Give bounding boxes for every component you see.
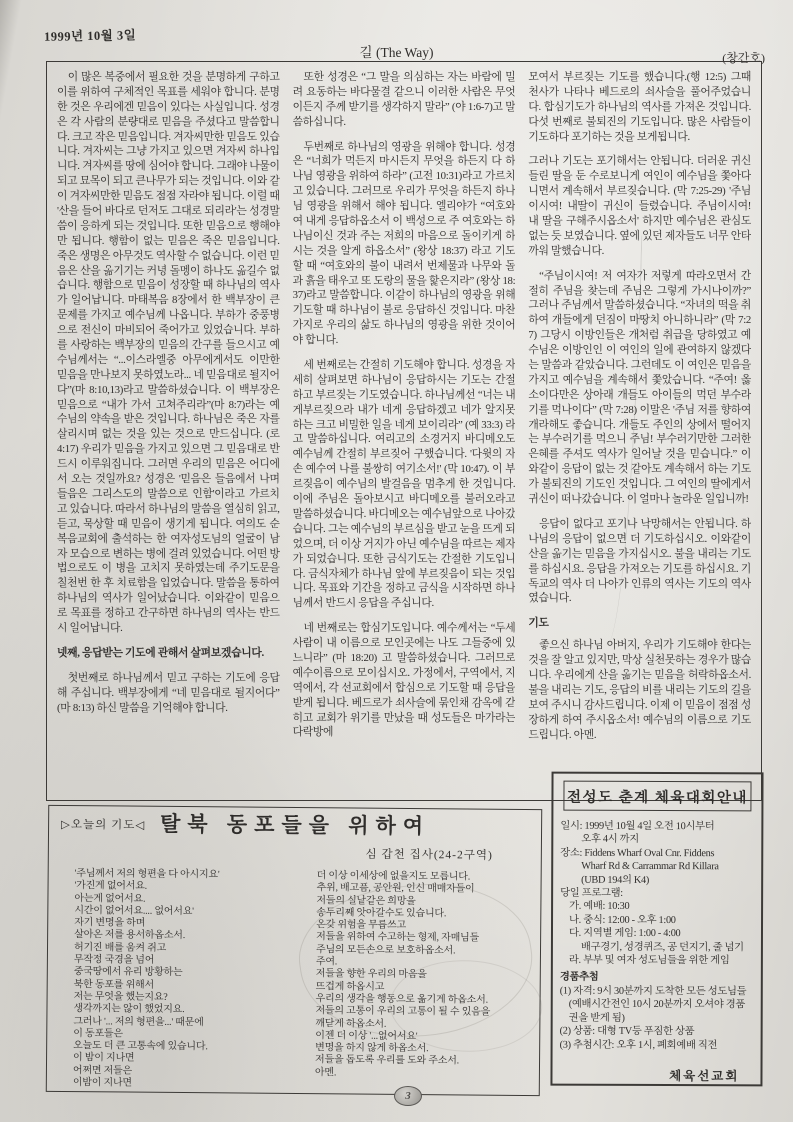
poem-line: 중국땅에서 유리 방황하는 (73, 966, 183, 979)
poem-line: 자기 변명을 하며 (74, 917, 146, 929)
poem-line: 저들의 고통이 우리의 고통이 될 수 있음을 (315, 1005, 491, 1018)
prayer-section-label: ▷오늘의 기도◁ (61, 818, 146, 832)
notice-line: (예배시간전인 10시 20분까지 오셔야 경품 (568, 998, 746, 1011)
article-paragraph: 이 많은 복중에서 필요한 것을 분명하게 구하고 이를 위하여 구체적인 목표를 세워야 합니다. 분명한 것은 우리에겐 믿음이 있다는 사실입니다. 성경은 각 사람의 분량대로 믿음을 주셨다고 말씀합니다. 크고 작은 믿음입니다. 겨자씨만한 믿음도 있습니다. 겨자씨는 그냥 가지고 있으면 겨자씨 하나입니다. 겨자씨를 땅에 심어야 합니다. 그래야 나물이 되고 묘목이 되고 큰나무가 되는 것입니다. 이와 같이 겨자씨만한 믿음도 점점 자라야 됩니다. 이럴 때 '산을 들어 바다로 던저도 그대로 되리라'는 성경말씀이 응하게 되는 것입니다. 또한 믿음으로 행해야만 됩니다. 행함이 없는 믿음은 죽은 믿음입니다. 죽은 생명은 아무것도 역사할 수 없습니다. 이런 믿음은 산을 옮기기는 커녕 돌멩이 하나도 옮길수 없습니다. 행함으로 믿음이 성장할 때 하나님의 역사가 일어납니다. 마태복음 8장에서 한 백부장이 큰 문제를 가지고 예수님께 나옵니다. 부하가 중풍병으로 전신이 마비되어 죽어가고 있었습니다. 부하를 사랑하는 백부장의 믿음의 간구를 들으시고 예수님께서는 “...이스라엘중 아무에게서도 이만한 믿음을 만나보지 못하였노라... 네 믿음대로 될지어다”(마 8:10,13)라고 말씀하셨습니다. 이 백부장은 믿음으로 “내가 가서 고쳐주리라”(마 8:7)라는 예수님의 약속을 받은 것입니다. 하나님은 죽은 자를 살리시며 없는 것을 있는 것으로 만드십니다. (로 4:17) 우리가 믿음을 가지고 있으면 그 믿음대로 반드시 이루워집니다. 그러면 우리의 믿음은 어디에서 오는 것일까요? 성경은 '믿음은 들음에서 나며 들음은 그리스도의 말씀으로 인함'이라고 가르치고 있습니다. 따라서 하나님의 말씀을 열심히 읽고, 듣고, 묵상할 때 믿음이 생기게 됩니다. 여의도 순복음교회에 출석하는 한 여자성도님의 얼굴이 남자 모습으로 변하는 병에 걸려 있었습니다. 어떤 방법으로도 이 병을 고치지 못하였는데 주기도문을 칠천번 한 후 치료함을 입었습니다. 말씀을 통하여 하나님의 역사가 일어났습니다. 이와같이 믿음으로 목표를 정하고 간구하면 하나님의 역사는 반드시 일어납니다. (57, 71, 280, 634)
article-paragraph: 응답이 없다고 포기나 낙망해서는 안됩니다. 하나님의 응답이 없으면 더 기도하십시오. 이와같이 산을 옮기는 믿음을 가지십시오. 불을 내리는 기도를 하십시요. 응답을 가져오는 기도를 하십시요. 기독교의 역사 더 나아가 인류의 역사는 기도의 역사였습니다. (528, 517, 752, 605)
notice-line: (2) 상품: 대형 TV등 푸짐한 상품 (559, 1025, 695, 1038)
poem-line: 저들의 실낱같은 희망을 (316, 894, 416, 907)
notice-line: 권을 받게 됨) (568, 1012, 625, 1024)
notice-line: (1) 자격: 9시 30분까지 도착한 모든 성도님들 (559, 985, 747, 998)
poem-line: 온갖 위험을 무릅쓰고 (316, 919, 407, 932)
article-paragraph: 네 번째로는 합심기도입니다. 예수께서는 “두세사람이 내 이름으로 모인곳에는 나도 그들중에 있느니라” (마 18:20) 고 말씀하셨습니다. 그러므로 예수이름으로 모이십시오. 가정에서, 구역에서, 지역에서, 각 선교회에서 합심으로 기도할 때 응답을 받게 됩니다. 베드로가 쇠사슬에 묶인채 감옥에 갇히고 교회가 위기를 만났을 때 성도들은 마가라는 다락방에 (292, 622, 516, 739)
poem-line: 아멘. (314, 1066, 337, 1079)
poem-column-left (73, 868, 291, 1089)
article-column-3 (528, 70, 751, 794)
notice-title: 전성도 춘계 체육대회안내 (563, 781, 751, 812)
poem-line: 허기진 배를 움켜 쥐고 (73, 941, 167, 954)
poem-line: 더 이상 이세상에 없을지도 모릅니다. (316, 870, 471, 883)
poem-line: 이 밤이 지나면 (73, 1052, 135, 1065)
notice-line: 장소: Fiddens Wharf Oval Cnr. Fiddens (560, 847, 715, 860)
article-column-1 (57, 70, 280, 794)
poem-line: '주님께서 저의 형편을 다 아시지요' (74, 868, 220, 881)
notice-line: 경품추첨 (559, 972, 599, 984)
notice-line: 가. 예배: 10:30 (569, 901, 630, 913)
poem-line: 주님의 모든손으로 보호하옵소서. (315, 943, 456, 957)
poem-line: 뜨겁게 하옵시고 (315, 980, 385, 993)
poem-line: 추위, 배고픔, 공안원, 인신 매매자들이 (316, 882, 475, 895)
notice-line: 오후 4시 까지 (581, 834, 639, 846)
poem-line: 오늘도 더 큰 고통속에 있습니다. (73, 1040, 208, 1053)
poem-line: 저들을 돕도록 우리를 도와 주소서. (314, 1054, 460, 1067)
article-paragraph: 세 번째로는 간절히 기도해야 합니다. 성경을 자세히 살펴보면 하나님이 응답하시는 기도는 간절하고 부르짖는 기도였습니다. 하나님께선 “너는 내게부르짖으라 내가 네게 응답하겠고 네가 알지못하는 크고 비밀한 일을 네게 보이리라” (예 33:3) 라고 말씀하십니다. 여리고의 소경거지 바디메오도 예수님께 간절히 부르짖어 구했습니다. '다윗의 자손 예수여 나를 불쌍히 여기소서!' (막 10:47). 이 부르짖음이 예수님의 발걸음을 멈추게 한 것입니다. 이에 주님은 돌아보시고 바디메오를 불러오라고 말씀하셨습니다. 바디메오는 예수님앞으로 나아갔습니다. 그는 예수님의 부르심을 받고 눈을 뜨게 되었으며, 더 이상 거지가 아닌 예수님을 따르는 제자가 되었습니다. 또한 금식기도는 간절한 기도입니다. 금식자체가 하나님 앞에 부르짖음이 되는 것입니다. 목표와 기간을 정하고 금식을 시작하면 하나님께서 반드시 응답을 주십니다. (292, 359, 516, 610)
notice-line: 일시: 1999년 10월 4일 오전 10시부터 (560, 820, 715, 833)
poem-line: 시간이 없어서요.... 없어서요' (74, 904, 194, 918)
main-article-box (46, 61, 762, 801)
poem-line: 무작정 국경을 넘어 (73, 954, 155, 966)
article-paragraph: 그러나 기도는 포기해서는 안됩니다. 더러운 귀신들린 딸을 둔 수로보니게 여인이 예수님을 쫓아다니면서 계속해서 부르짖습니다. (막 7:25-29) '주님이시여! 내딸이 귀신이 들렸습니다. 주님이시여! 내 딸을 구해주시옵소서' 하지만 예수님은 관심도 없는 듯 보였습니다. 옆에 있던 제자들도 너무 안타까워 말했습니다. (528, 155, 752, 257)
article-paragraph: 첫번째로 하나님께서 믿고 구하는 기도에 응답해 주십니다. 백부장에게 “네 믿음대로 될지어다” (마 8:13) 하신 말씀을 기억해야 합니다. (57, 671, 280, 714)
notice-signature: 체육선교회 (669, 1068, 740, 1084)
notice-line: (UBD 194의 K4) (581, 874, 650, 886)
notice-line: Wharf Rd & Carrammar Rd Killara (581, 860, 719, 873)
poem-line: 북한 동포를 위해서 (73, 978, 155, 991)
poem-line: 이젠 더 이상 '...없어서요' (315, 1030, 418, 1042)
article-paragraph: 좋으신 하나님 아버지, 우리가 기도해야 한다는 것을 잘 알고 있지만, 막상 실천못하는 경우가 많습니다. 우리에게 산을 옮기는 믿음을 허락하옵소서. 불을 내리는 기도, 응답의 비를 내리는 기도의 길을 보여 주시니 감사드립니다. 이제 이 믿음이 점점 성장하게 하여 주시옵소서! 예수님의 이름으로 기도드립니다. 아멘. (528, 639, 752, 741)
notice-body (560, 820, 755, 1053)
article-column-2 (293, 70, 516, 794)
article-paragraph: 두번째로 하나님의 영광을 위해야 합니다. 성경은 “너희가 먹든지 마시든지 무엇을 하든지 다 하나님 영광을 위하여 하라” (고전 10:31)라고 가르치고 있습니다. 그러므로 우리가 무엇을 하든지 하나님 영광을 위해서 해야 됩니다. 엘리야가 “여호와여 내게 응답하옵소서 이 백성으로 주 여호와는 하나님이신 것과 주는 저희의 마음으로 돌이키게 하시는 것을 알게 하옵소서” (왕상 18:37) 라고 기도할 때 “여호와의 불이 내려서 번제물과 나무와 돌과 흙을 태우고 또 도랑의 물을 핥은지라” (왕상 18:37)라고 말씀합니다. 이같이 하나님의 영광을 위해 기도할 때 하나님이 불로 응답하신 것입니다. 마찬가지로 우리의 삶도 하나님의 영광을 위한 것이어야 합니다. (292, 140, 516, 347)
notice-line: 배구경기, 성경퀴즈, 공 던지기, 줄 넘기 (580, 941, 744, 953)
notice-line: (3) 추첨시간: 오후 1시, 폐회예배 직전 (559, 1039, 718, 1051)
poem-line: 저들을 위하여 수고하는 형제, 자매님들 (316, 931, 480, 945)
notice-line: 당일 프로그램: (560, 887, 623, 899)
poem-line: 저들을 향한 우리의 마음을 (315, 968, 427, 981)
poem-line: 깨닫게 하옵소서. (315, 1017, 387, 1030)
poem-line: 변명을 하지 않게 하옵소서. (315, 1042, 429, 1055)
poem-line: 주여. (315, 956, 338, 968)
sports-day-notice-box (550, 772, 763, 1087)
notice-line: 나. 중식: 12:00 - 오후 1:00 (569, 914, 676, 926)
poem-line: 송두리째 앗아갈수도 있습니다. (316, 907, 447, 920)
article-paragraph: “주님이시여! 저 여자가 저렇게 따라오면서 간절히 주님을 찾는데 주님은 그렇게 가시나이까?” 그러나 주님께서 말씀하셨습니다. “자녀의 떡을 취하여 개들에게 던짐이 마땅치 아니하니라” (막 7:27) 그당시 이방인들은 개처럼 취급을 당하였고 예수님은 이방인인 이 여인의 일에 관여하지 않겠다는 말씀과 같았습니다. 그런데도 이 여인은 믿음을 가지고 예수님을 계속해서 쫓았습니다. “주여! 옳소이다만은 상아래 개들도 아이들의 먹던 부수라기를 먹나이다” (막 7:28) 이말은 '주님 저를 향하여 개라해도 좋습니다. 개들도 주인의 상에서 떨어지는 부수러기를 먹으니 주님! 부수러기만한 그러한 은혜를 주셔도 역사가 일어날 것을 믿습니다.” 이와같이 응답이 없는 것 같아도 계속해서 하는 기도가 불퇴진의 기도인 것입니다. 그 여인의 딸에게서 귀신이 떠나갔습니다. 이 얼마나 놀라운 일입니까! (528, 269, 752, 506)
prayer-author: 심 갑천 집사(24-2구역) (365, 848, 493, 862)
poem-line: 그러나 '... 저의 형편을...' 때문에 (73, 1015, 204, 1028)
poem-line: '가진게 없어서요. (74, 880, 148, 893)
poem-line: 살아온 저를 용서하옵소서. (74, 929, 186, 942)
paper-title: 길 (The Way) (359, 45, 434, 60)
article-paragraph: 넷째, 응답받는 기도에 관해서 살펴보겠습니다. (57, 646, 264, 659)
notice-line: 다. 지역별 게임: 1:00 - 4:00 (568, 927, 681, 940)
article-paragraph: 또한 성경은 “그 말을 의심하는 자는 바람에 밀려 요동하는 바다물결 같으니 이러한 사람은 무엇이든지 주께 받기를 생각하지 말라” (야 1:6-7)고 말씀하십니다. (292, 71, 516, 128)
poem-line: 이밤이 지나면 (72, 1077, 132, 1089)
poem-line: 저는 무엇을 했는지요? (73, 991, 168, 1003)
poem-line: 어쩌면 저들은 (72, 1064, 133, 1077)
prayer-title: 탈북 동포들을 위하여 (159, 811, 431, 839)
notice-line: 라. 부부 및 여자 성도님들을 위한 게임 (568, 954, 730, 967)
poem-line: 이 동포들은 (73, 1027, 123, 1040)
issue-label: (창간호) (722, 51, 765, 65)
poem-line: 생각까지는 않이 했었지요. (73, 1003, 185, 1016)
article-paragraph: 모여서 부르짖는 기도를 했습니다.(행 12:5) 그때 천사가 나타나 베드로의 쇠사슬을 풀어주었습니다. 합심기도가 하나님의 역사를 가져온 것입니다. 다섯 번째로 불퇴진의 기도입니다. 많은 사람들이 기도하다 포기하는 것을 보게됩니다. (528, 71, 752, 143)
poem-line: 우리의 생각을 행동으로 옮기게 하옵소서. (315, 993, 488, 1006)
article-paragraph: 기도 (528, 617, 549, 630)
poem-line: 아는게 없어서요. (74, 892, 146, 905)
issue-date: 1999년 10월 3일 (43, 28, 137, 44)
page-number: 3 (394, 1086, 422, 1106)
